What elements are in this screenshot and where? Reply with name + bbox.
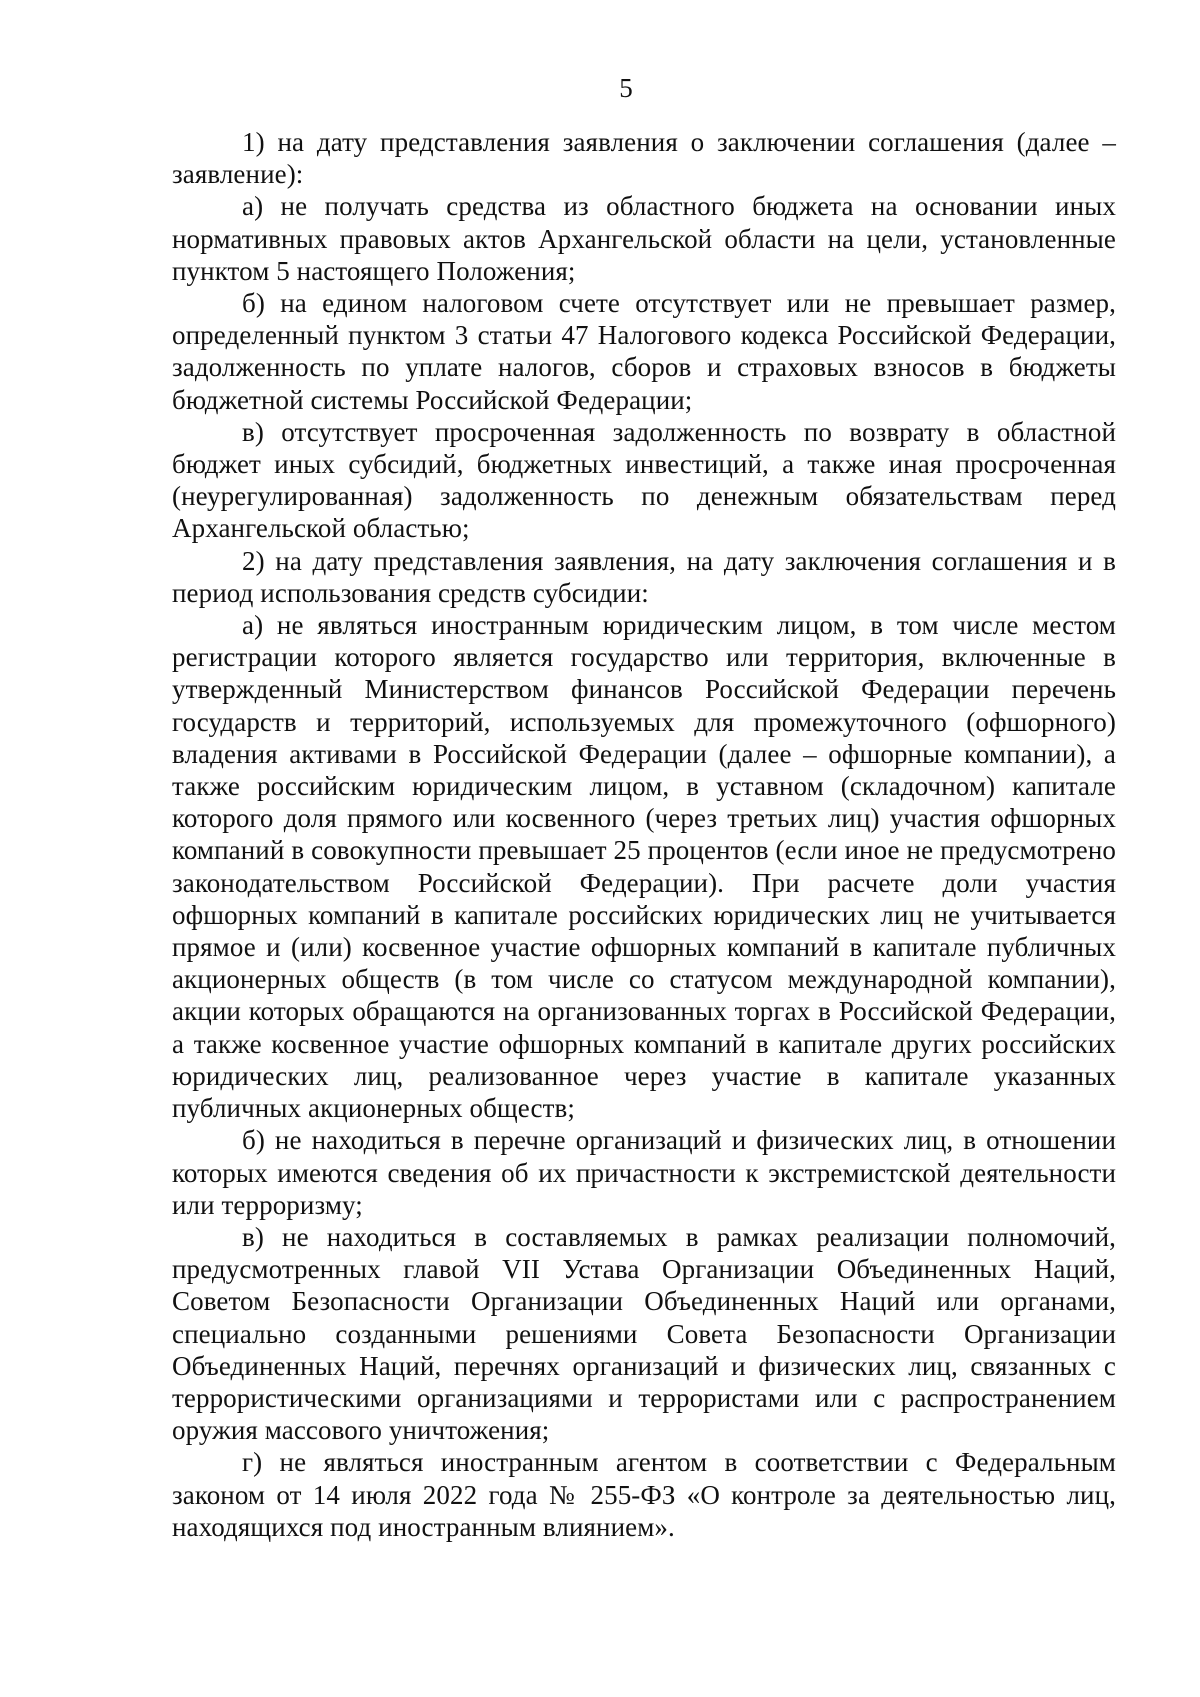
paragraph-item-2v: в) не находиться в составляемых в рамках реализации полномочий, предусмотренных главой VII Устава Организации Объединенных Наций, Советом Безопасности Организации Объединенных Наций или органами, специально созданными решениями Совета Безопасности Организации Объединенных Наций, перечнях организаций и физических лиц, связанных с террористическими организациями и террористами или с распространением оружия массового уничтожения; <box>172 1221 1116 1446</box>
page-number: 5 <box>619 73 633 103</box>
paragraph-item-1: 1) на дату представления заявления о заключении соглашения (далее – заявление): <box>172 127 1116 190</box>
paragraph-item-1a: а) не получать средства из областного бюджета на основании иных нормативных правовых актов Архангельской области на цели, установленные пунктом 5 настоящего Положения; <box>172 191 1116 286</box>
document-body <box>172 126 1116 1543</box>
paragraph-item-1v: в) отсутствует просроченная задолженность по возврату в областной бюджет иных субсидий, бюджетных инвестиций, а также иная просроченная (неурегулированная) задолженность по денежным обязательствам перед Архангельской областью; <box>172 416 1116 544</box>
paragraph-item-2g: г) не являться иностранным агентом в соответствии с Федеральным законом от 14 июля 2022 года № 255-ФЗ «О контроле за деятельностью лиц, находящихся под иностранным влиянием». <box>172 1447 1116 1542</box>
paragraph-item-2: 2) на дату представления заявления, на дату заключения соглашения и в период использования средств субсидии: <box>172 545 1116 608</box>
paragraph-item-2a: а) не являться иностранным юридическим лицом, в том числе местом регистрации которого является государство или территория, включенные в утвержденный Министерством финансов Российской Федерации перечень государств и территорий, используемых для промежуточного (офшорного) владения активами в Российской Федерации (далее – офшорные компании), а также российским юридическим лицом, в уставном (складочном) капитале которого доля прямого или косвенного (через третьих лиц) участия офшорных компаний в совокупности превышает 25 процентов (если иное не предусмотрено законодательством Российской Федерации). При расчете доли участия офшорных компаний в капитале российских юридических лиц не учитывается прямое и (или) косвенное участие офшорных компаний в капитале публичных акционерных обществ (в том числе со статусом международной компании), акции которых обращаются на организованных торгах в Российской Федерации, а также косвенное участие офшорных компаний в капитале других российских юридических лиц, реализованное через участие в капитале указанных публичных акционерных обществ; <box>172 610 1116 1124</box>
paragraph-item-1b: б) на едином налоговом счете отсутствует или не превышает размер, определенный пунктом 3 статьи 47 Налогового кодекса Российской Федерации, задолженность по уплате налогов, сборов и страховых взносов в бюджеты бюджетной системы Российской Федерации; <box>172 288 1116 415</box>
paragraph-item-2b: б) не находиться в перечне организаций и физических лиц, в отношении которых имеются сведения об их причастности к экстремистской деятельности или терроризму; <box>172 1125 1116 1220</box>
